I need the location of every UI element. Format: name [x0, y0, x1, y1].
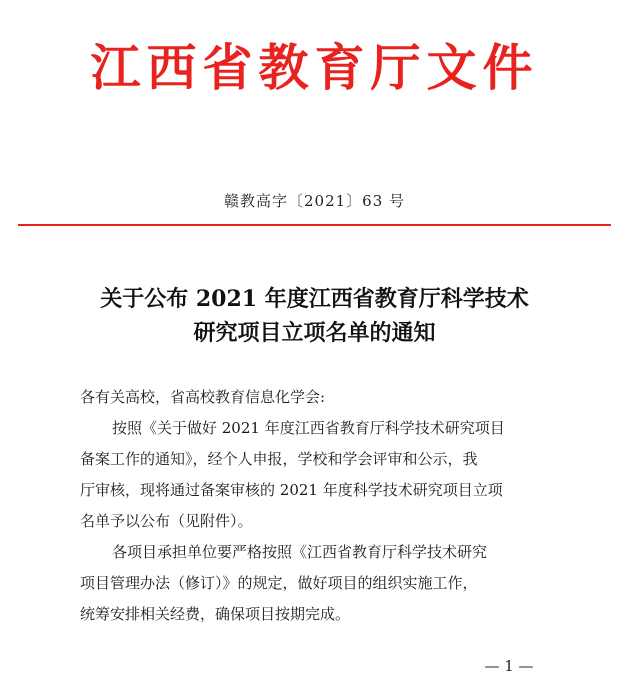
paragraph-1-line-1: 按照《关于做好 2021 年度江西省教育厅科学技术研究项目	[112, 419, 505, 437]
paragraph-1	[80, 413, 560, 537]
paragraph-1-line-3: 厅审核，现将通过备案审核的 2021 年度科学技术研究项目立项	[80, 481, 503, 499]
document-number: 赣教高字〔2021〕63 号	[223, 192, 406, 210]
paragraph-2-line-2: 项目管理办法（修订）》的规定，做好项目的组织实施工作，	[80, 574, 478, 592]
header-title: 江西省教育厅文件	[90, 38, 539, 97]
document-body	[80, 382, 560, 630]
paragraph-2	[80, 537, 560, 630]
paragraph-2-line-3: 统筹安排相关经费，确保项目按期完成。	[80, 605, 351, 623]
notice-title	[0, 282, 629, 350]
paragraph-1-line-2: 备案工作的通知》，经个人申报，学校和学会评审和公示，我	[80, 450, 478, 468]
page-number: — 1 —	[484, 657, 534, 675]
header-red-rule	[18, 224, 611, 226]
paragraph-1-line-4: 名单予以公布（见附件）。	[80, 512, 253, 530]
notice-title-line-2: 研究项目立项名单的通知	[193, 320, 436, 346]
salutation-line: 各有关高校，省高校教育信息化学会:	[80, 388, 326, 406]
paragraph-2-line-1: 各项目承担单位要严格按照《江西省教育厅科学技术研究	[112, 543, 488, 561]
notice-title-line-1: 关于公布 2021 年度江西省教育厅科学技术	[100, 286, 529, 312]
salutation	[80, 382, 560, 413]
